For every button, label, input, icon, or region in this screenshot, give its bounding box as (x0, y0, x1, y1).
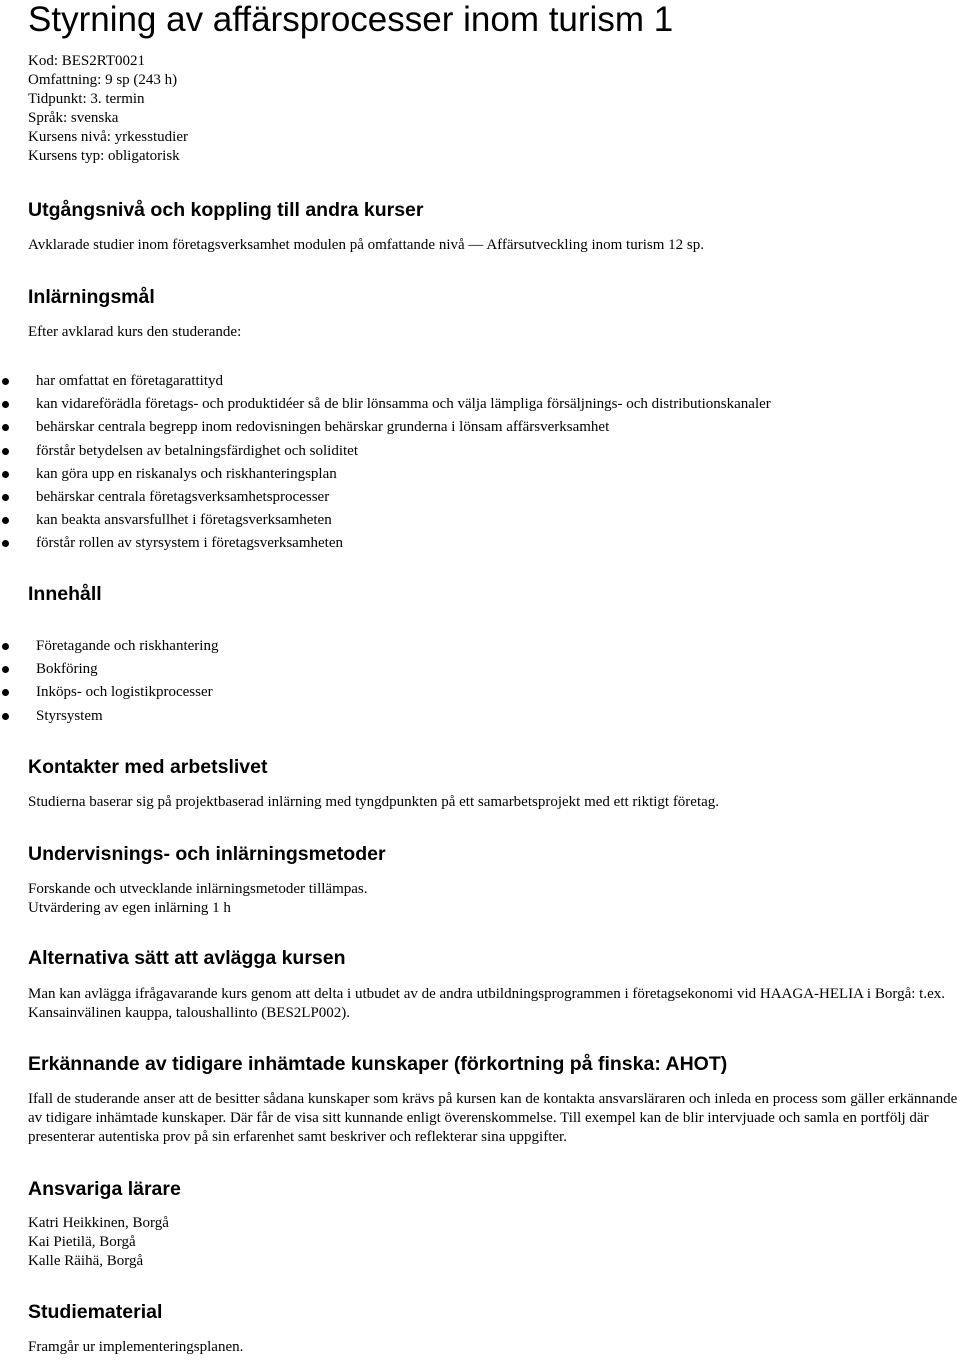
list-item: Företagande och riskhantering (0, 635, 218, 658)
prereq-heading: Utgångsnivå och koppling till andra kurser (28, 199, 424, 221)
list-item: förstår betydelsen av betalningsfärdighet och soliditet (0, 440, 771, 463)
list-item: behärskar centrala företagsverksamhetsprocesser (0, 486, 771, 509)
worklife-text: Studierna baserar sig på projektbaserad inlärning med tyngdpunkten på ett samarbetsprojekt med ett riktigt företag. (28, 794, 720, 810)
list-item: Bokföring (0, 658, 218, 681)
meta-language: Språk: svenska (28, 110, 119, 126)
bullet-icon (2, 424, 9, 431)
bullet-icon (2, 471, 9, 478)
material-heading: Studiematerial (28, 1301, 163, 1323)
bullet-icon (2, 494, 9, 501)
course-meta (28, 52, 188, 166)
methods-line-2: Utvärdering av egen inlärning 1 h (28, 900, 231, 916)
alternative-text: Man kan avlägga ifrågavarande kurs genom att delta i utbudet av de andra utbildningsprogrammen i företagsekonomi vid HAAGA-HELIA i Borgå: t.ex. Kansainvälinen kauppa, taloushallinto (BES2LP002). (28, 986, 945, 1021)
recognition-text: Ifall de studerande anser att de besitter sådana kunskaper som krävs på kursen kan de kontakta ansvarsläraren och inleda en process som gäller erkännande av tidigare inhämtade kunskaper. Där får de visa sitt kunnande enligt överenskommelse. Till exempel kan de blir intervjuade och samla en portfölj där presenterar autentiska prov på sin erfarenhet samt beskriver och reflekterar sina uppgifter. (28, 1091, 958, 1145)
prereq-text: Avklarade studier inom företagsverksamhet modulen på omfattande nivå — Affärsutveckling inom turism 12 sp. (28, 237, 704, 253)
meta-code: Kod: BES2RT0021 (28, 53, 146, 69)
goals-heading: Inlärningsmål (28, 286, 155, 308)
material-text: Framgår ur implementeringsplanen. (28, 1339, 244, 1355)
list-item: Inköps- och logistikprocesser (0, 681, 218, 704)
meta-scope: Omfattning: 9 sp (243 h) (28, 72, 178, 88)
bullet-icon (2, 689, 9, 696)
content-list (0, 635, 218, 728)
bullet-icon (2, 666, 9, 673)
recognition-heading: Erkännande av tidigare inhämtade kunskaper (förkortning på finska: AHOT) (28, 1053, 728, 1075)
bullet-icon (2, 378, 9, 385)
list-item: kan beakta ansvarsfullhet i företagsverksamheten (0, 509, 771, 532)
bullet-icon (2, 540, 9, 547)
bullet-icon (2, 401, 9, 408)
goals-list (0, 370, 771, 556)
bullet-icon (2, 517, 9, 524)
worklife-heading: Kontakter med arbetslivet (28, 756, 268, 778)
list-item: har omfattat en företagarattityd (0, 370, 771, 393)
meta-timing: Tidpunkt: 3. termin (28, 91, 145, 107)
teacher-name: Katri Heikkinen, Borgå (28, 1215, 169, 1231)
methods-heading: Undervisnings- och inlärningsmetoder (28, 843, 386, 865)
bullet-icon (2, 713, 9, 720)
meta-type: Kursens typ: obligatorisk (28, 148, 180, 164)
methods-line-1: Forskande och utvecklande inlärningsmetoder tillämpas. (28, 881, 368, 897)
meta-level: Kursens nivå: yrkesstudier (28, 129, 188, 145)
goals-intro: Efter avklarad kurs den studerande: (28, 324, 242, 340)
list-item: kan vidareförädla företags- och produktidéer så de blir lönsamma och välja lämpliga försäljnings- och distributionskanaler (0, 393, 771, 416)
list-item: behärskar centrala begrepp inom redovisningen behärskar grunderna i lönsam affärsverksamhet (0, 416, 771, 439)
page-title: Styrning av affärsprocesser inom turism 1 (28, 0, 674, 39)
list-item: Styrsystem (0, 705, 218, 728)
alternative-heading: Alternativa sätt att avlägga kursen (28, 947, 346, 969)
list-item: kan göra upp en riskanalys och riskhanteringsplan (0, 463, 771, 486)
teacher-name: Kai Pietilä, Borgå (28, 1234, 136, 1250)
bullet-icon (2, 643, 9, 650)
bullet-icon (2, 448, 9, 455)
teachers-heading: Ansvariga lärare (28, 1178, 181, 1200)
content-heading: Innehåll (28, 583, 102, 605)
teacher-name: Kalle Räihä, Borgå (28, 1253, 144, 1269)
list-item: förstår rollen av styrsystem i företagsverksamheten (0, 532, 771, 555)
